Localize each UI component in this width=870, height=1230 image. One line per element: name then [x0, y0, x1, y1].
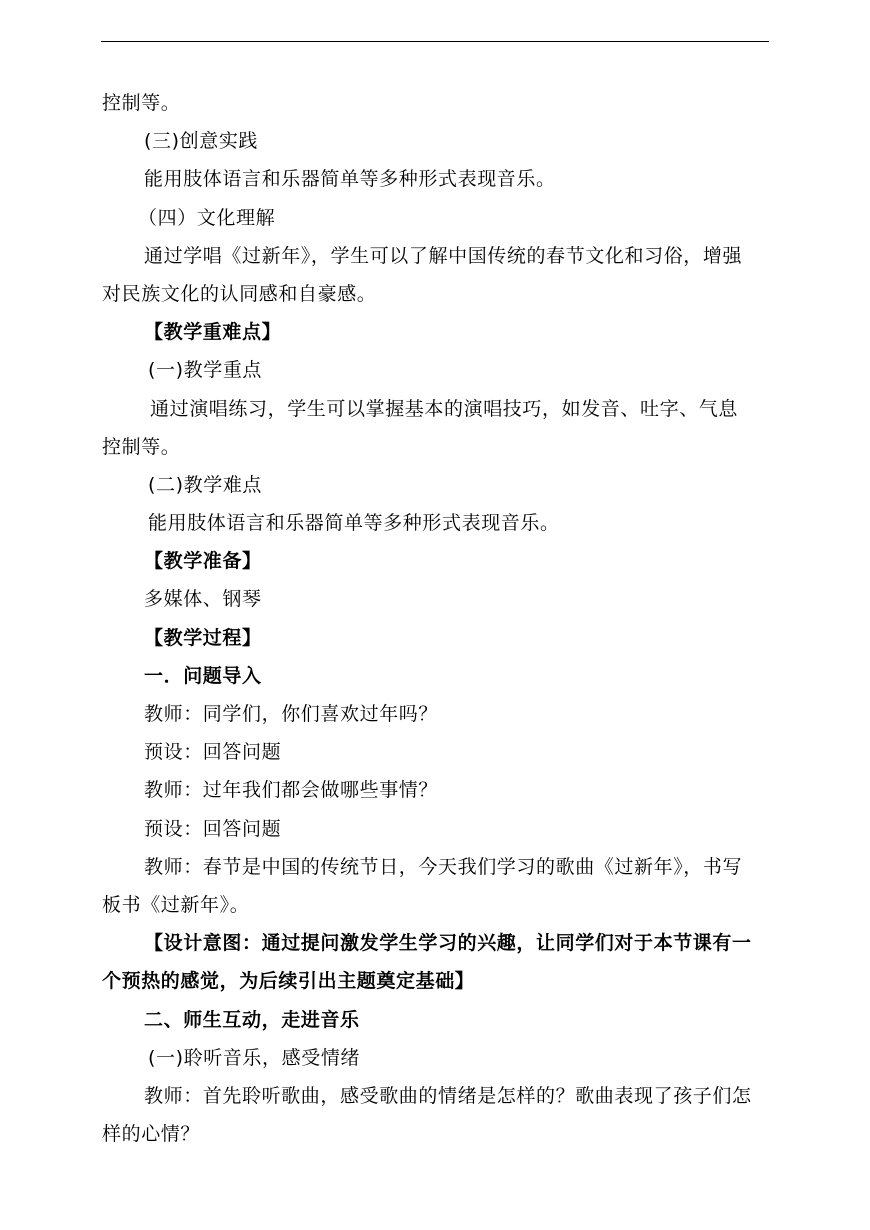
text-line: 多媒体、钢琴	[144, 588, 262, 611]
paragraph-line: 样的心情？	[102, 1123, 201, 1146]
text-line: 预设：回答问题	[144, 741, 282, 764]
heading-interaction: 二、师生互动，走进音乐	[144, 1008, 360, 1031]
header-rule	[101, 41, 769, 42]
paragraph-line: 对民族文化的认同感和自豪感。	[102, 282, 377, 305]
paragraph-line: 通过学唱《过新年》，学生可以了解中国传统的春节文化和习俗，增强	[144, 244, 743, 267]
heading-process: 【教学过程】	[144, 626, 262, 649]
paragraph-line: 教师：首先聆听歌曲，感受歌曲的情绪是怎样的？歌曲表现了孩子们怎	[144, 1084, 752, 1107]
section-heading-difficulty: (二)教学难点	[148, 473, 263, 496]
text-line: 控制等。	[102, 92, 181, 114]
design-intent-line: 【设计意图：通过提问激发学生学习的兴趣，让同学们对于本节课有一	[144, 932, 752, 955]
section-heading-focus: (一)教学重点	[148, 359, 263, 382]
text-line: 教师：同学们，你们喜欢过年吗？	[144, 703, 439, 725]
section-heading-creative-practice: (三)创意实践	[144, 130, 259, 153]
text-line: 能用肢体语言和乐器简单等多种形式表现音乐。	[148, 512, 560, 535]
text-line: 预设：回答问题	[144, 817, 282, 840]
text-line: 教师：过年我们都会做哪些事情？	[144, 779, 439, 802]
section-heading-cultural-understanding: （四）文化理解	[138, 206, 276, 229]
heading-introduction: 一．问题导入	[144, 664, 262, 687]
paragraph-line: 通过演唱练习，学生可以掌握基本的演唱技巧，如发音、吐字、气息	[150, 397, 739, 420]
document-body	[102, 84, 770, 1153]
text-line: 能用肢体语言和乐器简单等多种形式表现音乐。	[144, 168, 556, 191]
section-heading-listening: (一)聆听音乐，感受情绪	[148, 1046, 361, 1069]
paragraph-line: 教师：春节是中国的传统节日，今天我们学习的歌曲《过新年》，书写	[144, 855, 743, 878]
paragraph-line: 控制等。	[102, 435, 181, 458]
heading-key-points: 【教学重难点】	[144, 321, 282, 344]
paragraph-line: 板书《过新年》。	[102, 893, 250, 916]
heading-preparation: 【教学准备】	[144, 550, 262, 573]
design-intent-line: 个预热的感觉，为后续引出主题奠定基础】	[102, 970, 475, 993]
